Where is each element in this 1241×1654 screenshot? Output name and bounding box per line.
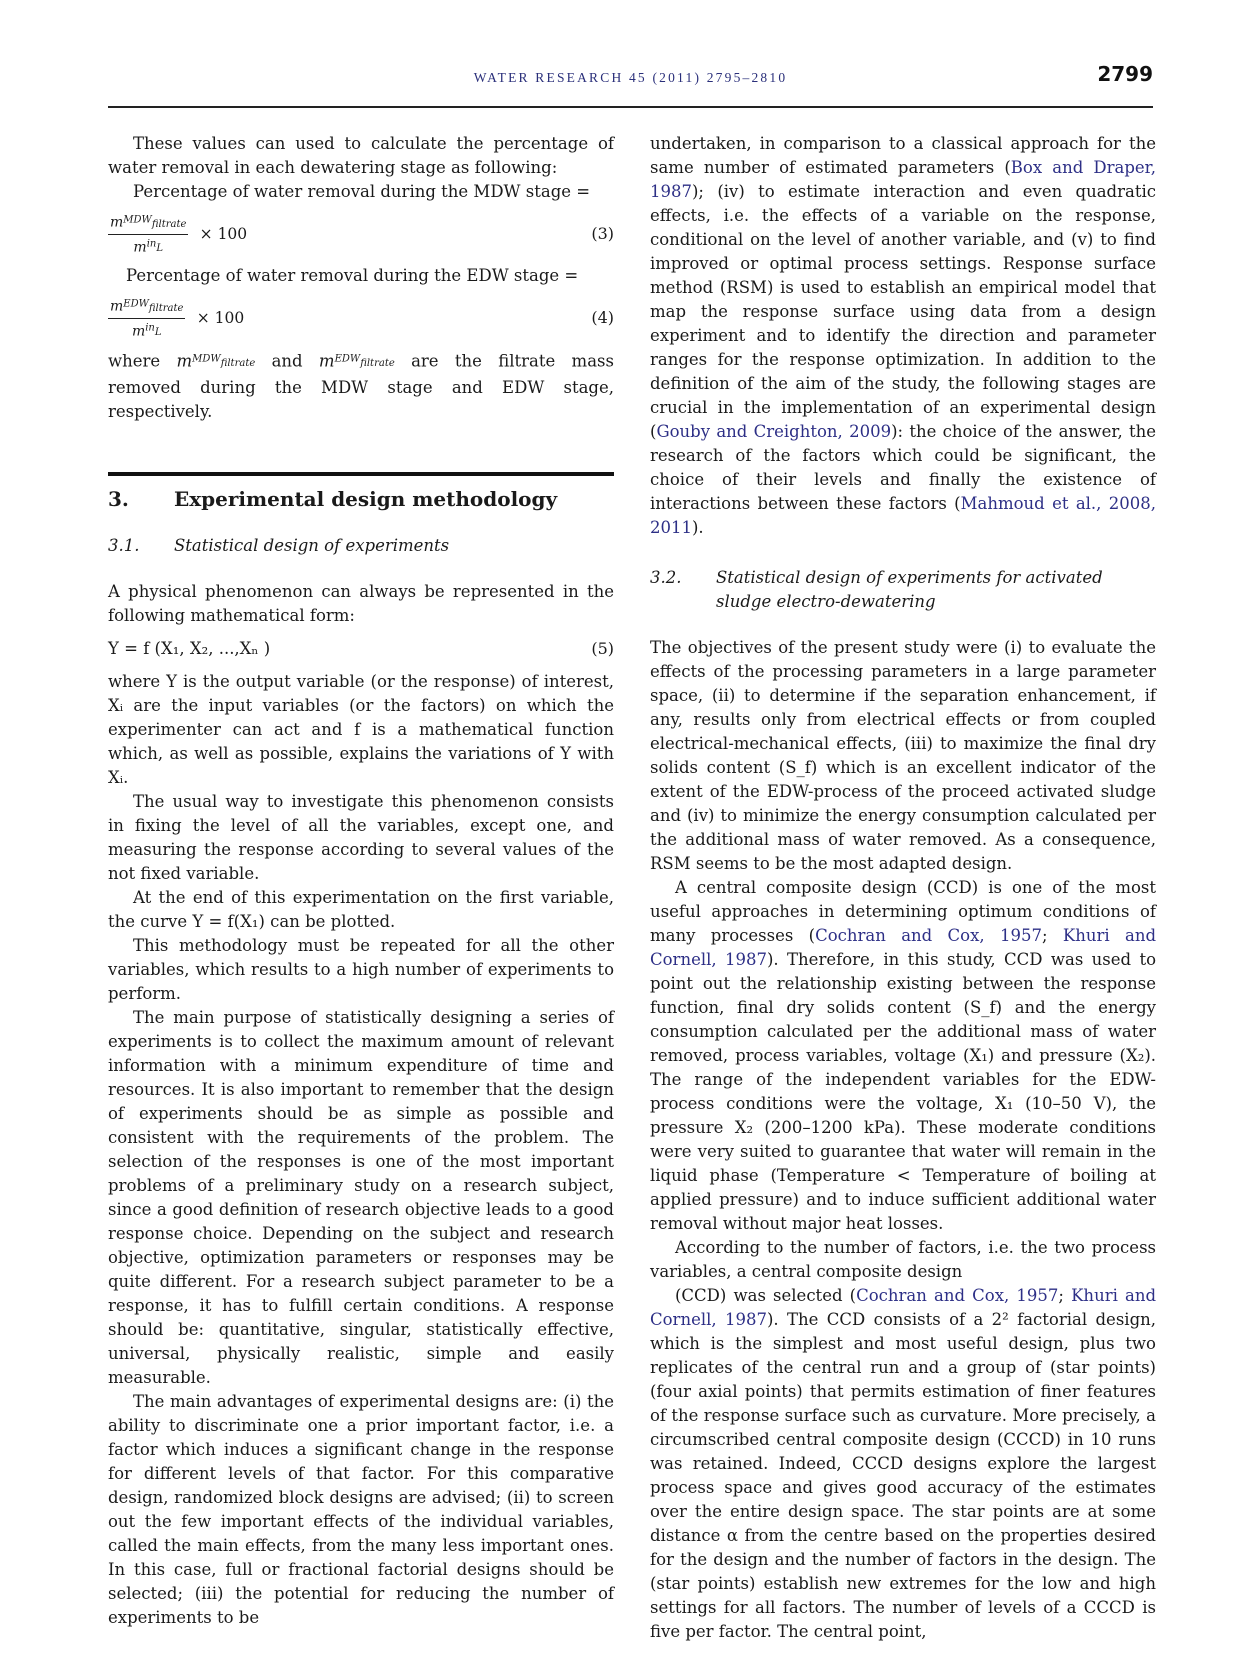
paragraph: undertaken, in comparison to a classical approach for the same number of estimated parameters (Box and Draper, 1987); (iv) to estimate interaction and even quadratic effects, i.e. the effects of a variable on the response, conditional on the level of another variable, and (v) to find improved or optimal process settings. Response surface method (RSM) is used to establish an empirical model that map the response surface using data from a design experiment and to identify the direction and parameter ranges for the response optimization. In addition to the definition of the aim of the study, the following stages are crucial in the implementation of an experimental design (Gouby and Creighton, 2009): the choice of the answer, the research of the factors which could be significant, the choice of their levels and finally the existence of interactions between these factors (Mahmoud et al., 2008, 2011).: [650, 134, 1156, 537]
paragraph: According to the number of factors, i.e. the two process variables, a central composite design: [650, 1238, 1156, 1281]
section-heading: 3. Experimental design methodology: [108, 487, 558, 512]
citation-link[interactable]: Gouby and Creighton, 2009: [656, 422, 892, 441]
subsection-heading-3-2: 3.2. Statistical design of experiments for activated sludge electro-dewatering: [650, 568, 1103, 611]
equation-4: $\frac{m^{EDW}filtrate}{m^{in}L}$ × 100 (4): [110, 298, 614, 339]
fraction-mdw: $\frac{m^{MDW}filtrate}{m^{in}L}$: [110, 214, 187, 255]
paragraph: where Y is the output variable (or the response) of interest, Xᵢ are the input variables (or the factors) on which the experimenter can act and f is a mathematical function which, as well as possible, explains the variations of Y with Xᵢ.: [108, 672, 614, 788]
page-number: 2799: [1097, 62, 1153, 86]
equation-5: Y = f (X₁, X₂, ...,Xₙ ) (5): [108, 634, 614, 664]
paragraph: At the end of this experimentation on the first variable, the curve Y = f(X₁) can be plotted.: [108, 888, 614, 932]
paragraph: (CCD) was selected (Cochran and Cox, 1957; Khuri and Cornell, 1987). The CCD consists of a 2² factorial design, which is the simplest and most useful design, plus two replicates of the central run and a group of (star points) (four axial points) that permits estimation of finer features of the response surface such as curvature. More precisely, a circumscribed central composite design (CCCD) in 10 runs was retained. Indeed, CCCD designs explore the largest process space and gives good accuracy of the estimates over the entire design space. The star points are at some distance α from the centre based on the properties desired for the design and the number of factors in the design. The (star points) establish new extremes for the low and high settings for all factors. The number of levels of a CCCD is five per factor. The central point,: [650, 1286, 1157, 1641]
right-column: [650, 132, 1156, 1644]
equation-3: $\frac{m^{MDW}filtrate}{m^{in}L}$ × 100 (3): [110, 214, 614, 255]
edw-label: Percentage of water removal during the EDW stage =: [126, 266, 579, 285]
journal-title: WATER RESEARCH 45 (2011) 2795–2810: [473, 70, 788, 85]
paragraph: The usual way to investigate this phenomenon consists in fixing the level of all the variables, except one, and measuring the response according to several values of the not fixed variable.: [108, 792, 614, 884]
citation-link[interactable]: Khuri and Cornell, 1987: [650, 926, 1157, 969]
paragraph: A physical phenomenon can always be represented in the following mathematical form:: [108, 582, 614, 626]
citation-link[interactable]: Box and Draper, 1987: [650, 158, 1156, 201]
paragraph: The main purpose of statistically designing a series of experiments is to collect the maximum amount of relevant information with a minimum expenditure of time and resources. It is also important to remember that the design of experiments should be as simple as possible and consistent with the requirements of the problem. The selection of the responses is one of the most important problems of a preliminary study on a research subject, since a good definition of research objective leads to a good response choice. Depending on the subject and research objective, optimization parameters or responses may be quite different. For a research subject parameter to be a response, it has to fulfill certain conditions. A response should be: quantitative, singular, statistically effective, universal, physically realistic, simple and easily measurable.: [108, 1008, 614, 1388]
paragraph: This methodology must be repeated for all the other variables, which results to a high number of experiments to perform.: [108, 936, 614, 1004]
equation-number: (5): [591, 639, 614, 659]
citation-link[interactable]: Khuri and Cornell, 1987: [650, 1286, 1157, 1329]
fraction-edw: $\frac{m^{EDW}filtrate}{m^{in}L}$: [110, 298, 184, 339]
paragraph: The main advantages of experimental designs are: (i) the ability to discriminate one a prior important factor, i.e. a factor which induces a significant change in the response for different levels of that factor. For this comparative design, randomized block designs are advised; (ii) to screen out the few important effects of the individual variables, called the main effects, from the many less important ones. In this case, full or fractional factorial designs should be selected; (iii) the potential for reducing the number of experiments to be: [108, 1392, 614, 1628]
paragraph: A central composite design (CCD) is one of the most useful approaches in determining optimum conditions of many processes (Cochran and Cox, 1957; Khuri and Cornell, 1987). Therefore, in this study, CCD was used to point out the relationship existing between the response function, final dry solids content (S_f) and the energy consumption calculated per the additional mass of water removed, process variables, voltage (X₁) and pressure (X₂). The range of the independent variables for the EDW-process conditions were the voltage, X₁ (10–50 V), the pressure X₂ (200–1200 kPa). These moderate conditions were very suited to guarantee that water will remain in the liquid phase (Temperature < Temperature of boiling at applied pressure) and to induce sufficient additional water removal without major heat losses.: [650, 878, 1157, 1233]
left-column: [108, 132, 614, 1630]
citation-link[interactable]: Cochran and Cox, 1957: [856, 1286, 1059, 1305]
mdw-label: Percentage of water removal during the MDW stage =: [133, 182, 591, 201]
equation-number: (3): [591, 224, 614, 243]
subsection-heading-3-1: 3.1. Statistical design of experiments: [108, 536, 450, 556]
citation-link[interactable]: Mahmoud et al., 2008, 2011: [650, 494, 1156, 537]
section-rule: [108, 472, 614, 476]
citation-link[interactable]: Cochran and Cox, 1957: [815, 926, 1042, 945]
paragraph: where $m^{MDW}filtrate$ and $m^{EDW}filtrate$ are the filtrate mass removed during the MDW stage and EDW stage, respectively.: [108, 351, 614, 422]
paragraph: The objectives of the present study were (i) to evaluate the effects of the processing parameters in a large parameter space, (ii) to determine if the separation enhancement, if any, results only from electrical effects or from coupled electrical-mechanical effects, (iii) to maximize the final dry solids content (S_f) which is an excellent indicator of the extent of the EDW-process of the proceed activated sludge and (iv) to minimize the energy consumption calculated per the additional mass of water removed. As a consequence, RSM seems to be the most adapted design.: [650, 638, 1156, 873]
page-header: [108, 60, 1153, 108]
paragraph: These values can used to calculate the percentage of water removal in each dewatering stage as following:: [108, 134, 614, 177]
equation-number: (4): [591, 308, 614, 327]
